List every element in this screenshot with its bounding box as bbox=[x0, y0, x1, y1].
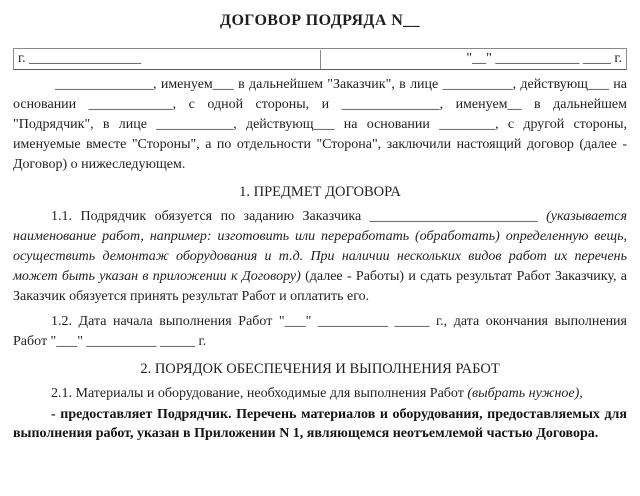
clause-2-1-lead: 2.1. Материалы и оборудование, необходимые для выполнения Работ bbox=[51, 386, 468, 401]
clause-2-1-paragraph bbox=[13, 384, 627, 404]
date-blank-field: "__" ____________ ____ г. bbox=[466, 51, 622, 66]
section-1-heading: 1. ПРЕДМЕТ ДОГОВОРА bbox=[239, 184, 401, 200]
clause-1-1-blank-line: ________________________ bbox=[369, 209, 538, 224]
preamble-paragraph: ______________, именуем___ в дальнейшем "Заказчик", в лице __________, действующ___ на основании ____________, с одной стороны, и ______________, именуем__ в дальнейшем "Подрядчик", в лице ___________, действующ___ на основании ________, с другой стороны, именуемые вместе "Стороны", а по отдельности "Сторона", заключили настоящий договор (далее - Договор) о нижеследующем. bbox=[13, 77, 627, 172]
clause-1-1-paragraph bbox=[13, 207, 627, 307]
clause-1-1-lead: 1.1. Подрядчик обязуется по заданию Заказчика bbox=[51, 209, 370, 224]
clause-2-1-contractor-option: - предоставляет Подрядчик. Перечень материалов и оборудования, предоставляемых для выполнения работ, указан в Приложении N 1, являющемся неотъемлемой частью Договора. bbox=[13, 407, 627, 441]
clause-1-2-paragraph: 1.2. Дата начала выполнения Работ "___" __________ _____ г., дата окончания выполнения Работ "___" __________ _____ г. bbox=[13, 314, 627, 349]
clause-1-1-tail: (далее - Работы) и сдать результат Работ Заказчику, а Заказчик обязуется принять результат Работ и оплатить его. bbox=[13, 269, 627, 304]
document-title: ДОГОВОР ПОДРЯДА N__ bbox=[220, 12, 420, 29]
city-blank-field: г. ________________ bbox=[14, 50, 321, 69]
section-2-heading: 2. ПОРЯДОК ОБЕСПЕЧЕНИЯ И ВЫПОЛНЕНИЯ РАБОТ bbox=[140, 361, 500, 377]
clause-2-1-italic-note: (выбрать нужное), bbox=[467, 386, 583, 401]
city-date-row bbox=[13, 48, 627, 70]
clause-1-1-italic-note: (указывается наименование работ, например: изготовить или переработать (обработать) определенную вещь, осуществить демонтаж оборудования и т.д. При наличии нескольких видов работ их перечень может быть указан в приложении к Договору) bbox=[13, 209, 627, 284]
